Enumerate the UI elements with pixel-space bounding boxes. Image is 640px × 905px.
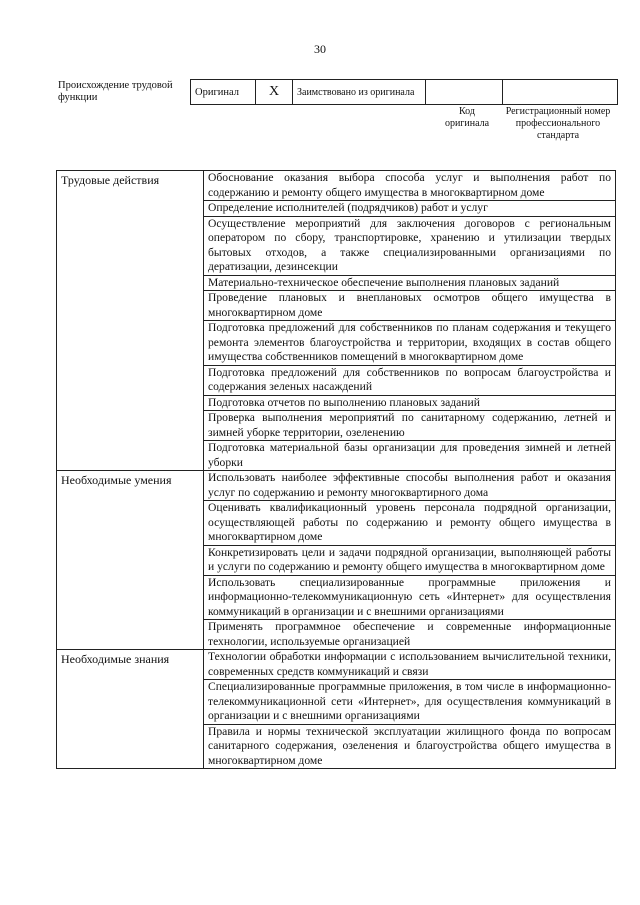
list-item: Подготовка материальной базы организации для проведения зимней и летней уборки (204, 441, 616, 471)
original-label: Оригинал (191, 80, 256, 105)
borrowed-label: Заимствовано из оригинала (293, 80, 426, 105)
labor-function-table (56, 170, 616, 769)
list-item: Правила и нормы технической эксплуатации жилищного фонда по вопросам санитарного содержания, озеленения и благоустройства общего имущества в многоквартирном доме (204, 724, 616, 769)
list-item: Материально-техническое обеспечение выполнения плановых заданий (204, 275, 616, 291)
list-item: Проведение плановых и внеплановых осмотров общего имущества в многоквартирном доме (204, 291, 616, 321)
list-item: Конкретизировать цели и задачи подрядной организации, выполняющей работы и услуги по содержанию и ремонту общего имущества в многоквартирном доме (204, 545, 616, 575)
list-item: Подготовка предложений для собственников по вопросам благоустройства и содержания зеленых насаждений (204, 365, 616, 395)
section-title: Трудовые действия (57, 171, 204, 471)
origin-label: Происхождение трудовой функции (58, 80, 173, 103)
section-title: Необходимые знания (57, 650, 204, 769)
section-title: Необходимые умения (57, 471, 204, 650)
code-caption: Код оригинала (444, 106, 490, 129)
list-item: Применять программное обеспечение и современные информационные технологии, используемые организацией (204, 620, 616, 650)
list-item: Специализированные программные приложения, в том числе в информационно-телекоммуникационной сети «Интернет», для осуществления коммуникаций в организации и с внешними организациями (204, 680, 616, 725)
page-number: 30 (314, 42, 326, 56)
table-row (57, 471, 616, 501)
list-item: Подготовка предложений для собственников по планам содержания и текущего ремонта элементов благоустройства и территории, входящих в состав общего имущества собственников помещений в многоквартирном доме (204, 321, 616, 366)
registration-number-cell (503, 80, 618, 105)
original-code-cell (426, 80, 503, 105)
list-item: Оценивать квалификационный уровень персонала подрядной организации, осуществляющей работы по содержанию и ремонту общего имущества в многоквартирном доме (204, 501, 616, 546)
list-item: Технологии обработки информации с использованием вычислительной техники, современных средств коммуникаций и связи (204, 650, 616, 680)
table-row (57, 650, 616, 680)
list-item: Подготовка отчетов по выполнению плановых заданий (204, 395, 616, 411)
table-row (57, 171, 616, 201)
registration-caption: Регистрационный номер профессионального стандарта (505, 106, 611, 141)
list-item: Проверка выполнения мероприятий по санитарному содержанию, летней и зимней уборке территории, озеленению (204, 411, 616, 441)
original-mark: X (256, 80, 293, 105)
list-item: Определение исполнителей (подрядчиков) работ и услуг (204, 201, 616, 217)
list-item: Использовать наиболее эффективные способы выполнения работ и оказания услуг по содержанию и ремонту многоквартирного дома (204, 471, 616, 501)
list-item: Обоснование оказания выбора способа услуг и выполнения работ по содержанию и ремонту общего имущества в многоквартирном доме (204, 171, 616, 201)
origin-table (190, 79, 618, 105)
list-item: Использовать специализированные программные приложения и информационно-телекоммуникационную сеть «Интернет» для осуществления коммуникаций в организации и с внешними организациями (204, 575, 616, 620)
list-item: Осуществление мероприятий для заключения договоров с региональным оператором по сбору, транспортировке, хранению и утилизации твердых бытовых отходов, а также специализированными организациями по дератизации, дезинсекции (204, 216, 616, 275)
